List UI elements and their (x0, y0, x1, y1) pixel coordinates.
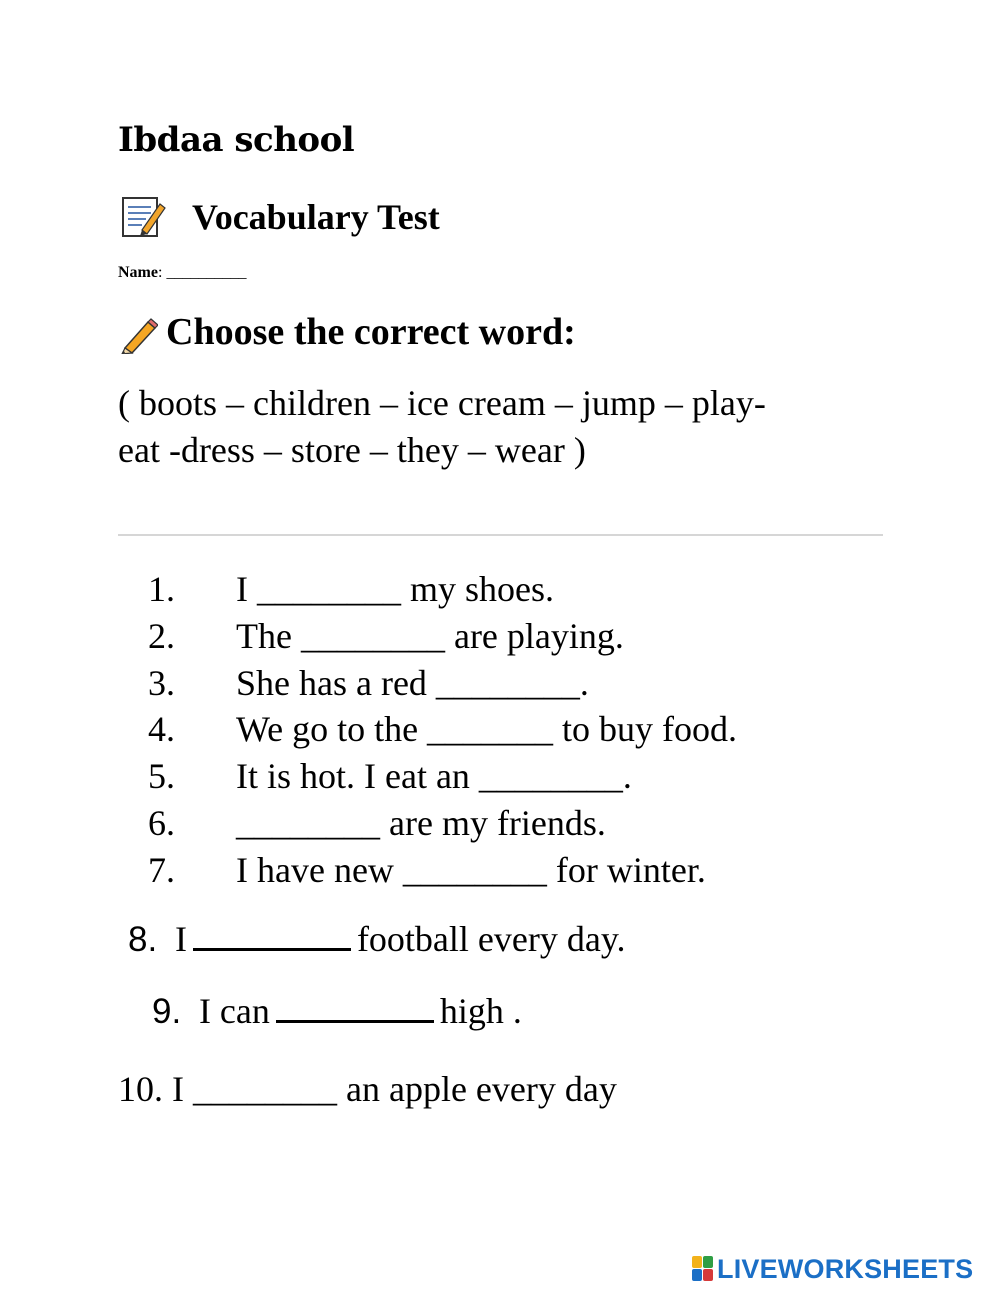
question-8 (128, 918, 626, 960)
question-7 (0, 847, 1000, 893)
question-number: 3. (148, 663, 175, 703)
word-bank (118, 380, 888, 474)
question-6 (0, 800, 1000, 846)
question-number: 5. (148, 756, 175, 796)
name-label: Name (118, 264, 158, 281)
question-2 (0, 613, 1000, 659)
question-text[interactable]: I ________ my shoes. (236, 569, 554, 609)
question-1 (0, 566, 1000, 612)
question-text-after: football every day. (356, 919, 626, 959)
question-text[interactable]: I have new ________ for winter. (236, 850, 706, 890)
word-bank-line-1: ( boots – children – ice cream – jump – play- (118, 383, 766, 423)
divider (118, 534, 883, 536)
question-text-after: high . (439, 991, 522, 1031)
answer-blank[interactable] (193, 918, 351, 951)
question-text[interactable]: The ________ are playing. (236, 616, 624, 656)
question-text[interactable]: She has a red ________. (236, 663, 589, 703)
name-separator: : (157, 264, 163, 281)
question-text[interactable]: It is hot. I eat an ________. (236, 756, 632, 796)
pencil-icon (120, 318, 158, 354)
school-name: Ibdaa school (118, 120, 355, 160)
name-blank[interactable]: __________ (162, 264, 247, 281)
question-number: 4. (148, 709, 175, 749)
question-10[interactable]: 10. I ________ an apple every day (118, 1069, 617, 1109)
question-9 (152, 990, 522, 1032)
question-text[interactable]: We go to the _______ to buy food. (236, 709, 738, 749)
instruction-heading: Choose the correct word: (166, 311, 576, 353)
question-number: 2. (148, 616, 175, 656)
question-number: 8. (128, 920, 158, 959)
memo-icon (120, 194, 166, 240)
logo-text: LIVEWORKSHEETS (717, 1253, 974, 1284)
question-4 (0, 706, 1000, 752)
question-text[interactable]: ________ are my friends. (236, 803, 606, 843)
question-number: 7. (148, 850, 175, 890)
liveworksheets-logo (692, 1252, 973, 1286)
question-number: 9. (152, 992, 182, 1031)
logo-mark-icon (692, 1256, 714, 1282)
question-number: 1. (148, 569, 175, 609)
word-bank-line-2: eat -dress – store – they – wear ) (118, 430, 586, 470)
answer-blank[interactable] (276, 990, 434, 1023)
question-number: 6. (148, 803, 175, 843)
question-text-before: I (174, 919, 187, 959)
name-field[interactable] (118, 264, 246, 282)
question-5 (0, 753, 1000, 799)
question-text-before: I can (198, 991, 270, 1031)
question-3 (0, 660, 1000, 706)
test-title: Vocabulary Test (192, 197, 440, 237)
